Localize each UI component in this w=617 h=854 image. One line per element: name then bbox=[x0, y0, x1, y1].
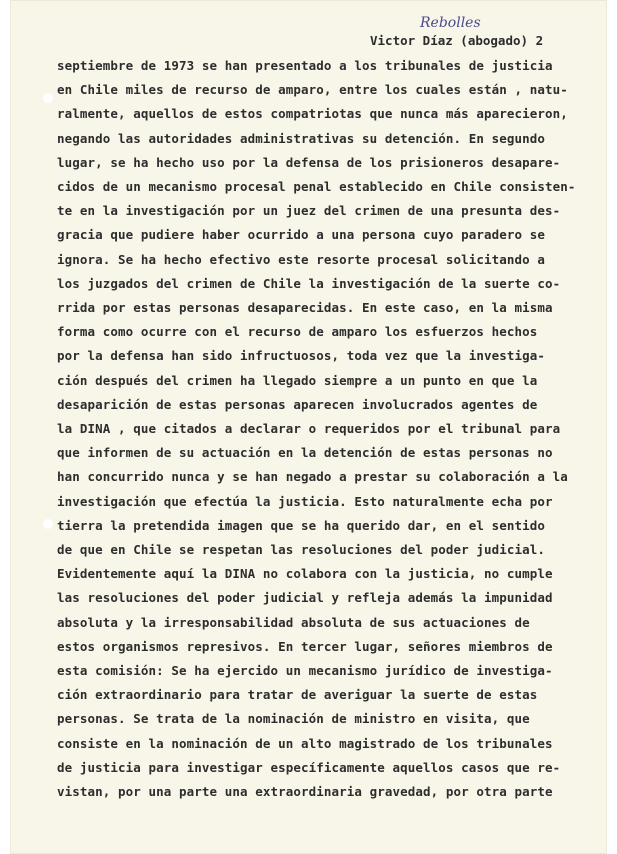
text-line: lugar, se ha hecho uso por la defensa de los prisioneros desapare- bbox=[57, 154, 561, 170]
text-line: la DINA , que citados a declarar o requeridos por el tribunal para bbox=[57, 421, 561, 436]
page-header: Victor Díaz (abogado) 2 bbox=[370, 33, 544, 48]
text-line: ignora. Se ha hecho efectivo este resorte procesal solicitando a bbox=[57, 251, 546, 267]
punch-hole bbox=[43, 93, 53, 103]
text-line: gracia que pudiere haber ocurrido a una persona cuyo paradero se bbox=[57, 227, 546, 243]
text-line: los juzgados del crimen de Chile la investigación de la suerte co- bbox=[57, 275, 561, 291]
text-line: que informen de su actuación en la detención de estas personas no bbox=[57, 445, 553, 461]
text-line: en Chile miles de recurso de amparo, entre los cuales están , natu- bbox=[57, 82, 568, 98]
text-line: vistan, por una parte una extraordinaria gravedad, por otra parte bbox=[57, 784, 553, 799]
text-line: esta comisión: Se ha ejercido un mecanismo jurídico de investiga- bbox=[57, 663, 553, 678]
text-line: de que en Chile se respetan las resoluciones del poder judicial. bbox=[57, 542, 546, 557]
text-line: negando las autoridades administrativas su detención. En segundo bbox=[57, 130, 546, 146]
text-line: desaparición de estas personas aparecen involucrados agentes de bbox=[57, 396, 538, 412]
text-line: investigación que efectúa la justicia. Esto naturalmente echa por bbox=[57, 493, 553, 509]
document-page bbox=[10, 0, 607, 854]
text-line: ción extraordinario para tratar de averiguar la suerte de estas bbox=[57, 687, 538, 703]
text-line: rrida por estas personas desaparecidas. En este caso, en la misma bbox=[57, 300, 553, 315]
handwritten-note: Rebolles bbox=[420, 15, 481, 31]
text-line: tierra la pretendida imagen que se ha querido dar, en el sentido bbox=[57, 517, 546, 533]
text-line: por la defensa han sido infructuosos, toda vez que la investiga- bbox=[57, 348, 546, 364]
text-line: cidos de un mecanismo procesal penal establecido en Chile consisten- bbox=[57, 179, 576, 194]
punch-hole bbox=[43, 519, 53, 529]
text-line: estos organismos represivos. En tercer lugar, señores miembros de bbox=[57, 638, 553, 654]
text-line: te en la investigación por un juez del crimen de una presunta des- bbox=[57, 203, 561, 219]
text-line: personas. Se trata de la nominación de ministro en visita, que bbox=[57, 711, 530, 727]
text-line: absoluta y la irresponsabilidad absoluta de sus actuaciones de bbox=[57, 614, 530, 630]
text-line: forma como ocurre con el recurso de amparo los esfuerzos hechos bbox=[57, 324, 538, 340]
text-line: las resoluciones del poder judicial y refleja además la impunidad bbox=[57, 590, 553, 606]
text-line: septiembre de 1973 se han presentado a los tribunales de justicia bbox=[57, 58, 553, 73]
text-line: ción después del crimen ha llegado siempre a un punto en que la bbox=[57, 372, 538, 388]
text-line: han concurrido nunca y se han negado a prestar su colaboración a la bbox=[57, 469, 568, 485]
text-line: Evidentemente aquí la DINA no colabora con la justicia, no cumple bbox=[57, 566, 553, 582]
text-line: de justicia para investigar específicamente aquellos casos que re- bbox=[57, 759, 561, 775]
text-line: ralmente, aquellos de estos compatriotas que nunca más aparecieron, bbox=[57, 106, 568, 122]
text-line: consiste en la nominación de un alto magistrado de los tribunales bbox=[57, 735, 553, 751]
